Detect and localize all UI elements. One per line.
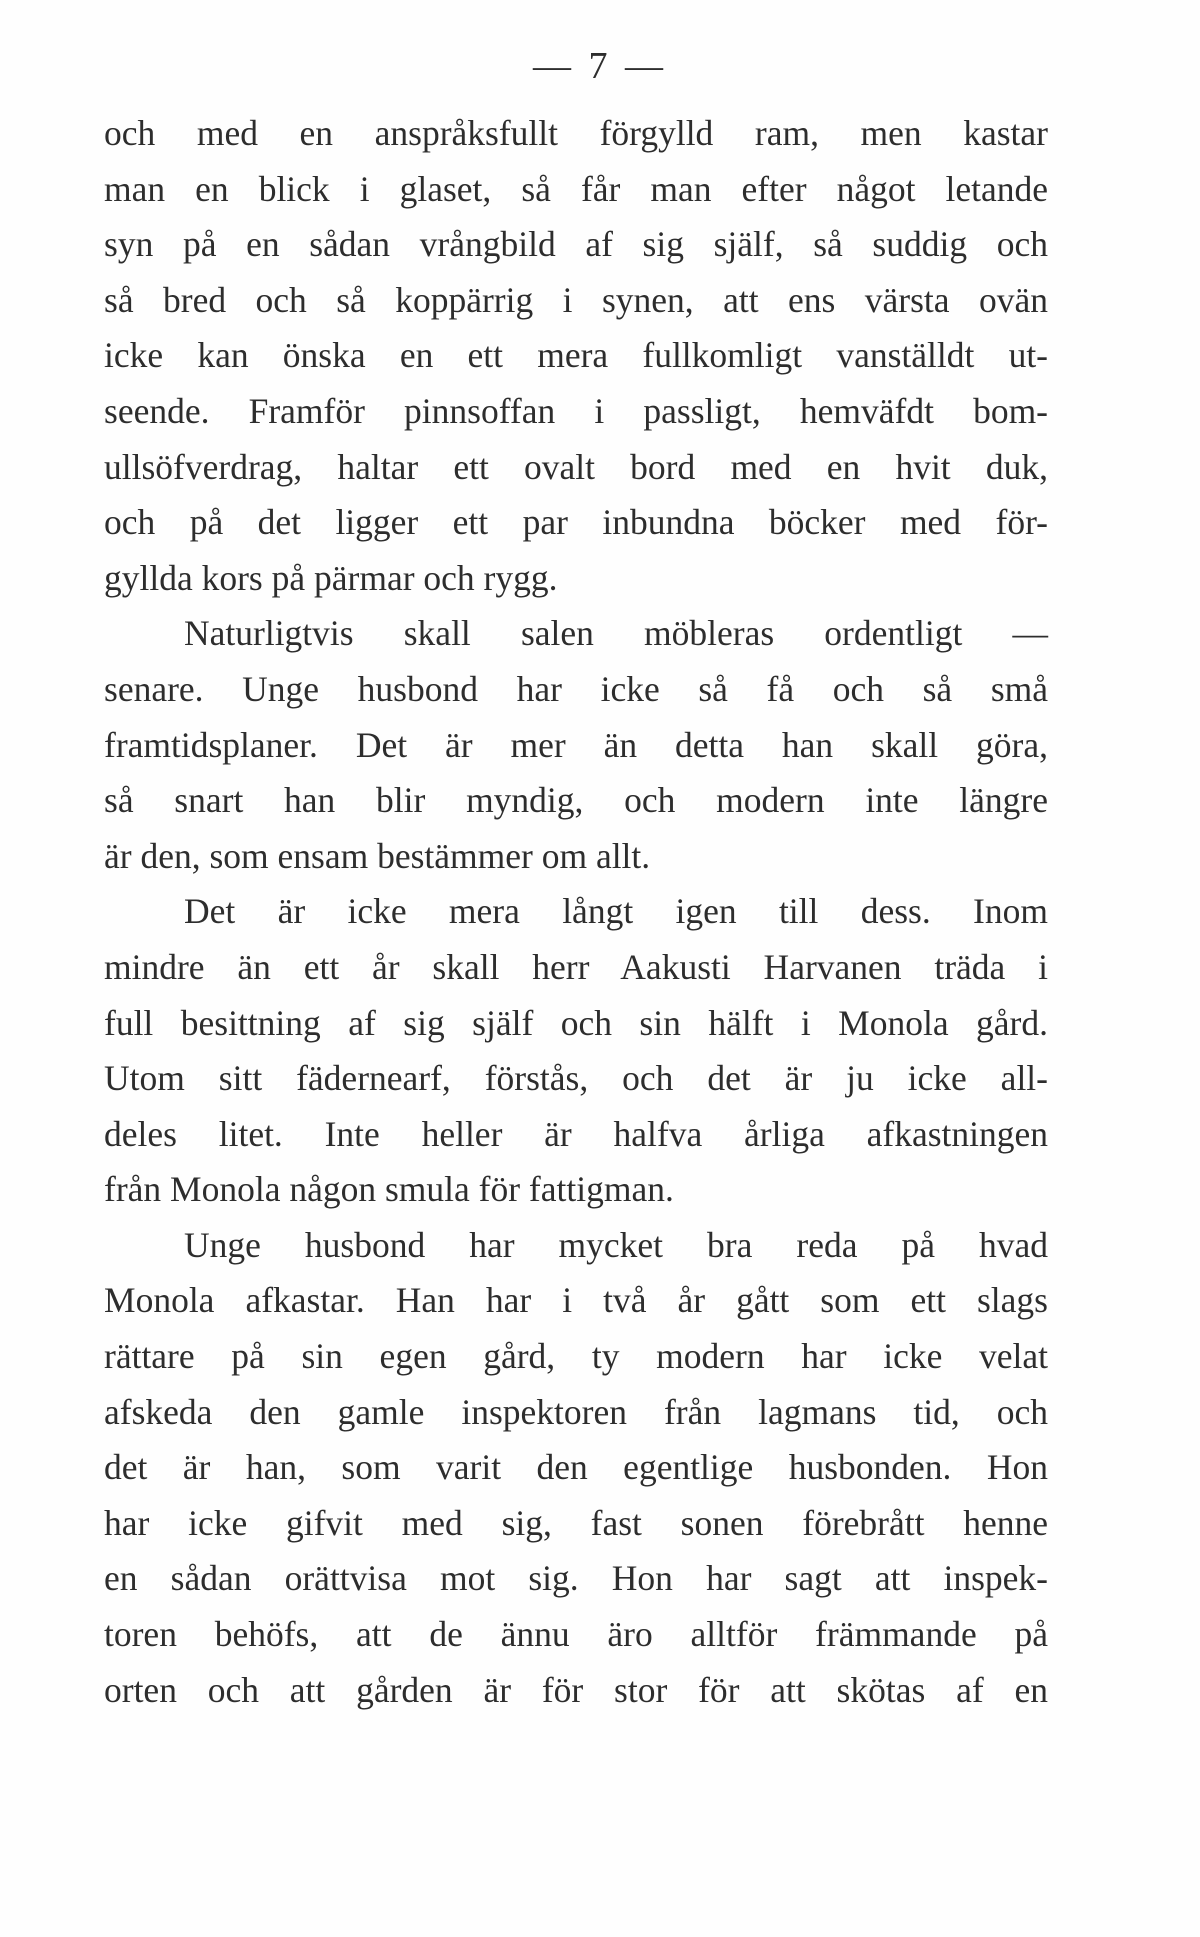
body-text — [104, 106, 1048, 1718]
text-line: syn på en sådan vrångbild af sig själf, så suddig och — [104, 224, 1048, 265]
text-line: Utom sitt fädernearf, förstås, och det är ju icke all- — [104, 1058, 1048, 1099]
text-line: seende. Framför pinnsoffan i passligt, hemväfdt bom- — [104, 390, 1048, 431]
text-line: och på det ligger ett par inbundna böcker med för- — [104, 502, 1048, 543]
text-line: så snart han blir myndig, och modern inte längre — [104, 780, 1048, 821]
text-line: har icke gifvit med sig, fast sonen förebrått henne — [104, 1502, 1048, 1543]
text-line: mindre än ett år skall herr Aakusti Harvanen träda i — [104, 946, 1048, 987]
text-line: och med en anspråksfullt förgylld ram, men kastar — [104, 113, 1048, 153]
text-line: så bred och så koppärrig i synen, att ens värsta ovän — [104, 279, 1048, 320]
text-line: gyllda kors på pärmar och rygg. — [104, 557, 558, 598]
text-line: Monola afkastar. Han har i två år gått som ett slags — [104, 1280, 1048, 1321]
text-line: Det är icke mera långt igen till dess. Inom — [184, 891, 1048, 932]
text-line: Unge husbond har mycket bra reda på hvad — [184, 1224, 1048, 1265]
text-line: afskeda den gamle inspektoren från lagmans tid, och — [104, 1391, 1048, 1432]
text-line: senare. Unge husbond har icke så få och så små — [104, 668, 1048, 709]
page-number: — 7 — — [533, 45, 667, 87]
text-line: toren behöfs, att de ännu äro alltför främmande på — [104, 1614, 1048, 1655]
text-line: det är han, som varit den egentlige husbonden. Hon — [104, 1447, 1048, 1488]
text-line: orten och att gården är för stor för att skötas af en — [104, 1669, 1048, 1710]
text-line: man en blick i glaset, så får man efter något letande — [104, 168, 1048, 209]
text-line: icke kan önska en ett mera fullkomligt vanställdt ut- — [104, 335, 1048, 376]
text-line: framtidsplaner. Det är mer än detta han skall göra, — [104, 724, 1048, 765]
text-line: är den, som ensam bestämmer om allt. — [104, 835, 651, 876]
text-line: deles litet. Inte heller är halfva årliga afkastningen — [104, 1113, 1048, 1154]
text-line: en sådan orättvisa mot sig. Hon har sagt att inspek- — [104, 1558, 1048, 1599]
text-line: full besittning af sig själf och sin hälft i Monola gård. — [104, 1002, 1048, 1043]
text-line: ullsöfverdrag, haltar ett ovalt bord med en hvit duk, — [104, 446, 1048, 487]
text-line: rättare på sin egen gård, ty modern har icke velat — [104, 1336, 1048, 1377]
text-line: från Monola någon smula för fattigman. — [104, 1169, 674, 1210]
text-line: Naturligtvis skall salen möbleras ordentligt — — [184, 613, 1048, 654]
